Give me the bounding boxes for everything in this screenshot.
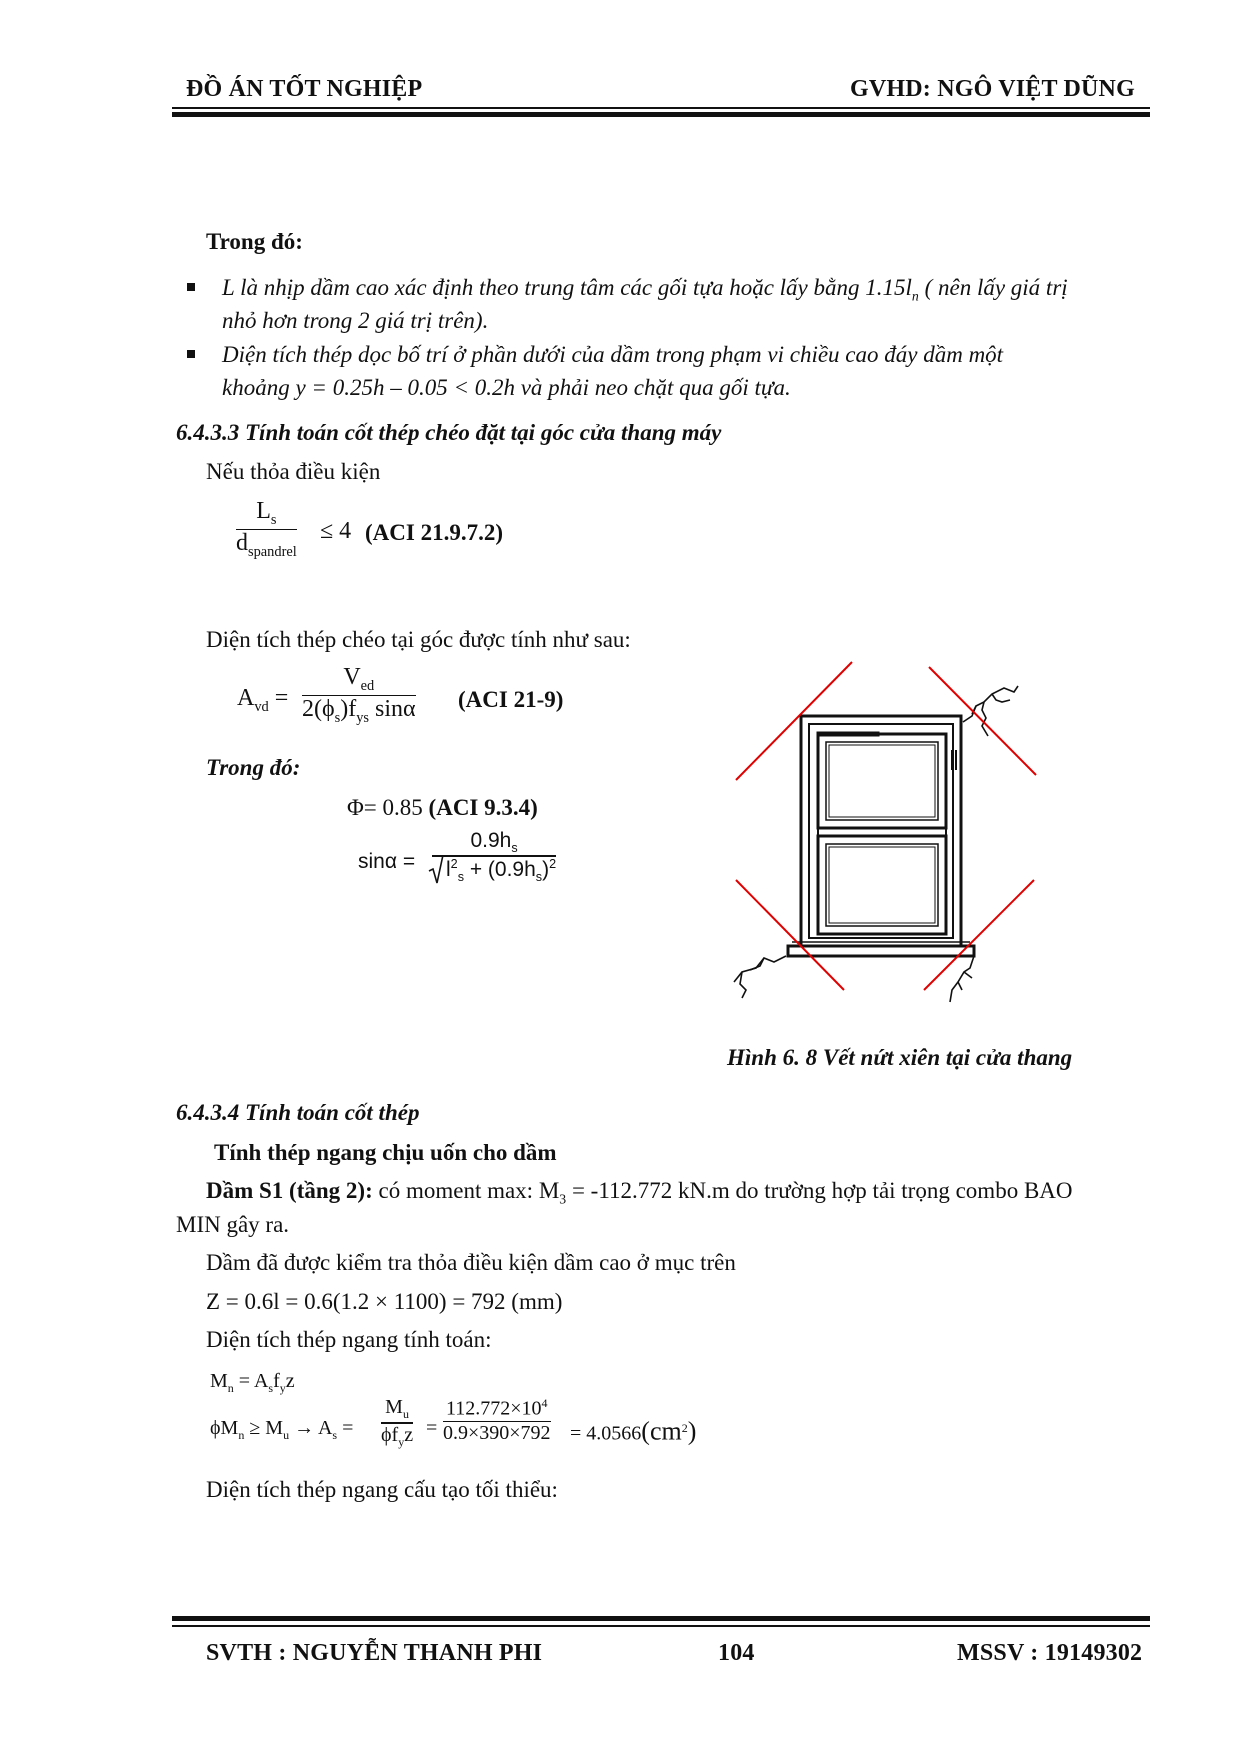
bullet-marker: [187, 283, 195, 291]
beam-line-1: Dầm S1 (tầng 2): có moment max: $M_3 = -112.772$ kN.m do trường hợp tải trọng combo BAO: [206, 1178, 1073, 1207]
bullet-1-line-1: L là nhịp dầm cao xác định theo trung tâm các gối tựa hoặc lấy bằng $1.15l_n$ ( nên lấy giá trị: [222, 275, 1068, 304]
sqrt-sign-icon: [428, 855, 444, 885]
footer-right: MSSV : 19149302: [957, 1640, 1143, 1666]
eq2-reference: (ACI 21-9): [458, 687, 564, 712]
bullet-2-line-2: khoảng y = 0.25h – 0.05 < 0.2h và phải neo chặt qua gối tựa.: [222, 375, 791, 400]
header-rule-thick: [172, 112, 1150, 117]
phi-line: Φ= 0.85 (ACI 9.3.4): [347, 795, 538, 820]
eq3-numerator: $0.9h_s$: [470, 829, 518, 856]
bullet-marker: [187, 350, 195, 358]
section-heading-6434: 6.4.3.4 Tính toán cốt thép: [176, 1100, 420, 1125]
eq5-lhs: $\phi M_n \ge M_u \to A_s$ =: [210, 1417, 354, 1442]
trong-do-heading: Trong đó:: [206, 229, 303, 254]
eq1-denominator: $d_{spandrel}$: [236, 530, 297, 561]
z-line: Z = 0.6l = 0.6(1.2 × 1100) = 792 (mm): [206, 1289, 563, 1314]
eq2-numerator: $V_{ed}$: [343, 664, 375, 694]
beam-line-2: MIN gây ra.: [176, 1212, 290, 1237]
condition-intro: Nếu thỏa điều kiện: [206, 459, 381, 484]
diag-intro: Diện tích thép chéo tại góc được tính như sau:: [206, 627, 631, 652]
eq1-numerator: $L_s$: [256, 498, 277, 528]
diagonal-rebar-lines: [736, 662, 1036, 990]
window-frame: [788, 716, 974, 956]
as-intro: Diện tích thép ngang tính toán:: [206, 1327, 492, 1352]
eq2-denominator: $2(\phi_s)f_{ys}$ sinα: [302, 696, 416, 727]
eq2-lhs: $A_{vd}$ =: [237, 685, 289, 715]
header-rule-thin: [172, 107, 1150, 109]
eq1-reference: (ACI 21.9.7.2): [365, 520, 503, 545]
eq3-denominator: $l^2_s + (0.9h_s)^2$: [432, 857, 556, 884]
sub-heading-flexure: Tính thép ngang chịu uốn cho dầm: [214, 1140, 557, 1165]
eq1-rhs: ≤ 4: [320, 518, 352, 544]
eq3-lhs: sinα =: [358, 850, 416, 873]
footer-left: SVTH : NGUYỄN THANH PHI: [206, 1640, 543, 1666]
header-right: GVHD: NGÔ VIỆT DŨNG: [850, 76, 1135, 102]
eq5-result: = $4.0566(cm^2)$: [570, 1416, 697, 1446]
eq4: $M_n = A_sf_yz$: [210, 1370, 295, 1395]
eq-ls-over-d: [236, 498, 297, 561]
footer-rule-thick: [172, 1616, 1150, 1621]
eq5-equals: =: [426, 1417, 438, 1439]
checked-text: Dầm đã được kiểm tra thỏa điều kiện dầm cao ở mục trên: [206, 1250, 736, 1275]
figure-caption: Hình 6. 8 Vết nứt xiên tại cửa thang: [727, 1045, 1073, 1070]
trong-do-heading-2: Trong đó:: [206, 755, 301, 780]
bullet-2-line-1: Diện tích thép dọc bố trí ở phần dưới của dầm trong phạm vi chiều cao đáy dầm một: [222, 342, 1004, 367]
section-heading-6433: 6.4.3.3 Tính toán cốt thép chéo đặt tại góc cửa thang máy: [176, 420, 722, 445]
elevator-door-crack-figure: [720, 640, 1060, 1010]
eq2-fraction: [302, 664, 416, 727]
eq3-fraction: [432, 829, 556, 884]
bullet-1-line-2: nhỏ hơn trong 2 giá trị trên).: [222, 308, 489, 333]
eq5-fraction-2: $112.772\times 10^4$ 0.9×390×792: [443, 1396, 551, 1445]
page-number: 104: [718, 1640, 755, 1666]
header-left: ĐỒ ÁN TỐT NGHIỆP: [186, 76, 423, 102]
footer-rule-thin: [172, 1625, 1150, 1627]
eq5-fraction-1: $M_u$ $\phi f_yz$: [381, 1396, 414, 1449]
min-intro: Diện tích thép ngang cấu tạo tối thiểu:: [206, 1477, 558, 1502]
